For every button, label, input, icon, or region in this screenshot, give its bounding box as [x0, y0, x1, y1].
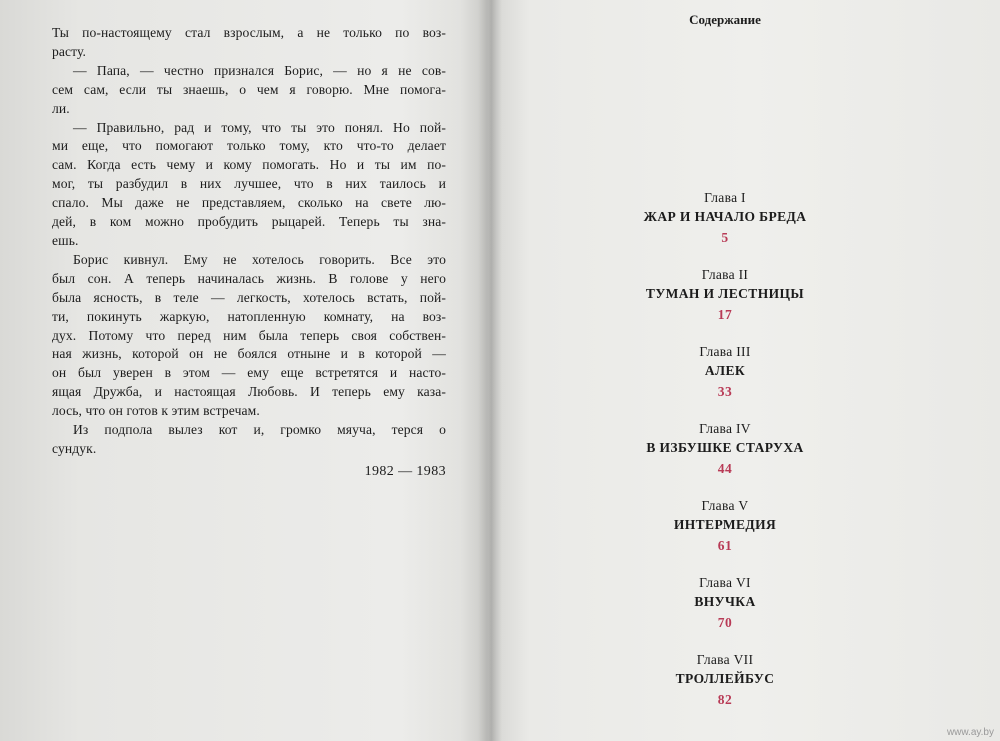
text-line: спало. Мы даже не представляем, сколько на свете лю- [52, 195, 446, 211]
chapter-label: Глава II [701, 267, 749, 282]
text-line: была ясность, в теле — легкость, хотелось встать, пой- [52, 289, 446, 305]
watermark: www.ay.by [946, 727, 994, 738]
text-line: лось, что он готов к этим встречам. [52, 403, 260, 419]
text-line: ми еще, что помогают только тому, кто что-то делает [52, 138, 446, 154]
chapter-title: ТРОЛЛЕЙБУС [675, 671, 775, 686]
chapter-label: Глава VI [699, 575, 751, 590]
toc-entry-chapter-4 [575, 420, 875, 497]
chapter-label: Глава IV [699, 421, 751, 436]
toc-entry-chapter-6 [575, 574, 875, 651]
date-range: 1982 — 1983 [364, 463, 446, 479]
chapter-page-number: 5 [721, 230, 729, 245]
chapter-label: Глава I [704, 190, 746, 205]
chapter-title: АЛЕК [704, 363, 746, 378]
text-line: Борис кивнул. Ему не хотелось говорить. Все это [73, 251, 446, 267]
text-line: мог, ты разбудил в них лучшее, что в них таилось и [52, 176, 446, 192]
text-line: он был уверен в этом — ему еще встретятся и насто- [52, 365, 446, 381]
story-text [52, 24, 446, 459]
text-line: Из подпола вылез кот и, громко мяуча, терся о [73, 422, 446, 438]
chapter-title: В ИЗБУШКЕ СТАРУХА [646, 440, 804, 455]
text-line: сем сам, если ты знаешь, о чем я говорю. Мне помога- [52, 81, 446, 97]
text-line: был сон. А теперь начиналась жизнь. В голове у него [52, 270, 446, 286]
text-line: сам. Когда есть чему и кому помогать. Но и ты им по- [52, 157, 446, 173]
chapter-title: ИНТЕРМЕДИЯ [673, 517, 777, 532]
text-line: ли. [52, 100, 70, 116]
chapter-page-number: 82 [717, 692, 733, 707]
toc-entry-chapter-1 [575, 189, 875, 266]
table-of-contents [575, 189, 875, 728]
text-line: сундук. [52, 440, 97, 456]
chapter-page-number: 61 [717, 538, 733, 553]
toc-entry-chapter-3 [575, 343, 875, 420]
text-line: ешь. [52, 232, 79, 248]
chapter-label: Глава VII [696, 652, 754, 667]
book-gutter [478, 0, 502, 741]
text-line: расту. [52, 43, 87, 59]
chapter-label: Глава III [699, 344, 751, 359]
right-page [575, 12, 875, 28]
text-line: — Папа, — честно признался Борис, — но я не сов- [73, 62, 446, 78]
chapter-label: Глава V [701, 498, 749, 513]
chapter-page-number: 33 [717, 384, 733, 399]
chapter-page-number: 44 [717, 461, 733, 476]
text-line: ная жизнь, которой он не боялся отныне и в которой — [52, 346, 446, 362]
text-line: ти, покинуть жаркую, натопленную комнату, на воз- [52, 308, 446, 324]
left-page [52, 24, 446, 480]
text-line: — Правильно, рад и тому, что ты это понял. Но пой- [73, 119, 446, 135]
contents-heading: Содержание [689, 12, 761, 27]
toc-entry-chapter-5 [575, 497, 875, 574]
text-line: Ты по-настоящему стал взрослым, а не только по воз- [52, 25, 446, 40]
text-line: дей, в ком можно пробудить рыцарей. Теперь ты зна- [52, 214, 446, 230]
text-line: ящая Дружба, и настоящая Любовь. И теперь ему каза- [52, 384, 446, 400]
chapter-page-number: 17 [717, 307, 733, 322]
text-line: дух. Потому что перед ним была теперь своя собствен- [52, 327, 446, 343]
chapter-title: ТУМАН И ЛЕСТНИЦЫ [645, 286, 805, 301]
toc-entry-chapter-2 [575, 266, 875, 343]
toc-entry-chapter-7 [575, 651, 875, 728]
chapter-page-number: 70 [717, 615, 733, 630]
chapter-title: ВНУЧКА [694, 594, 756, 609]
chapter-title: ЖАР И НАЧАЛО БРЕДА [643, 209, 807, 224]
